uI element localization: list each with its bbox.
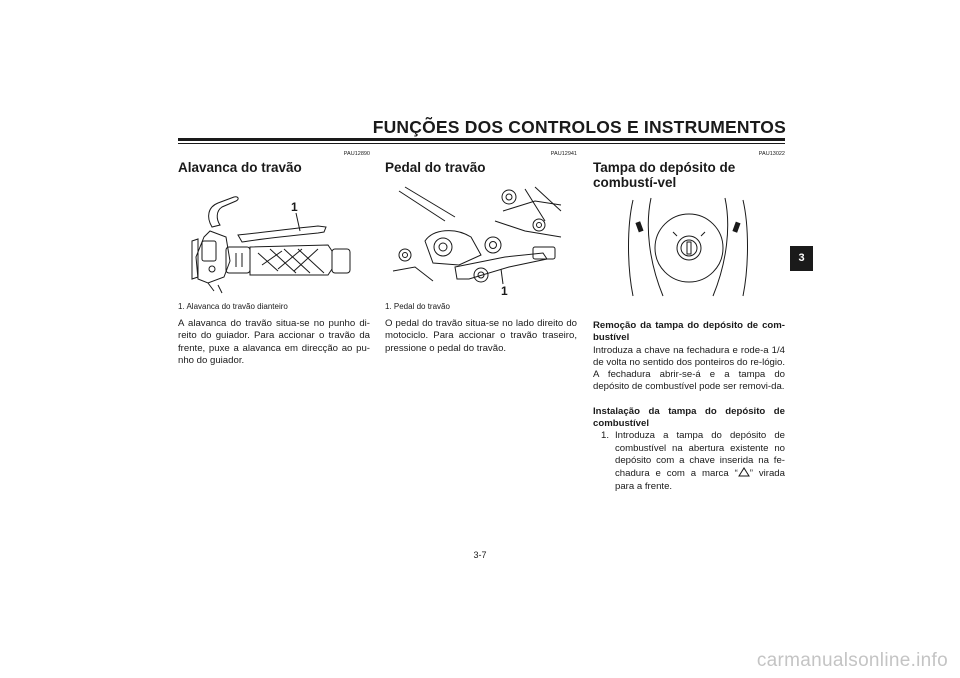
brake-pedal-illustration xyxy=(385,181,577,299)
header-rule-thin xyxy=(178,143,785,144)
section-brake-lever xyxy=(178,150,370,367)
watermark: carmanualsonline.info xyxy=(756,650,948,671)
chapter-tab: 3 xyxy=(790,246,813,271)
step-text-after: ” virada para a frente. xyxy=(615,468,785,492)
page-title: FUNÇÕES DOS CONTROLOS E INSTRUMENTOS xyxy=(372,117,786,137)
section-code: PAU13022 xyxy=(758,151,785,157)
callout-number: 1 xyxy=(501,284,508,298)
header-rule-thick xyxy=(178,138,785,141)
fuel-tank-cap-illustration xyxy=(593,196,785,300)
body-text: O pedal do travão situa-se no lado direito do motociclo. Para accionar o travão traseiro, pressione o pedal do travão. xyxy=(385,318,577,354)
step-number: 1. xyxy=(601,430,610,442)
section-title: Alavanca do travão xyxy=(178,160,302,175)
install-step xyxy=(593,430,785,492)
step-text-before: Introduza a tampa do depósito de combustível na abertura existente no depósito com a chave inserida na fe-chadura e com a marca “ xyxy=(615,430,785,480)
install-heading: Instalação da tampa do depósito de combustível xyxy=(593,405,785,430)
section-code: PAU12890 xyxy=(343,151,370,157)
section-code: PAU12941 xyxy=(550,151,577,157)
figure-caption: 1. Alavanca do travão dianteiro xyxy=(178,302,288,311)
removal-body: Introduza a chave na fechadura e rode-a 1/4 de volta no sentido dos ponteiros do re-lógio. A fechadura abrir-se-á e a tampa do depósito de combustível pode ser removi-da. xyxy=(593,344,785,393)
section-title: Tampa do depósito de combustí-vel xyxy=(593,160,736,190)
section-fuel-tank-cap xyxy=(593,150,785,493)
page-number: 3-7 xyxy=(473,550,487,560)
triangle-mark-icon xyxy=(738,467,750,477)
body-text: A alavanca do travão situa-se no punho di-reito do guiador. Para accionar o travão da frente, puxe a alavanca em direcção ao pu-nho do guiador. xyxy=(178,318,370,366)
section-brake-pedal xyxy=(385,150,577,355)
brake-lever-illustration xyxy=(178,181,370,299)
removal-heading: Remoção da tampa do depósito de com-bustível xyxy=(593,320,785,344)
callout-number: 1 xyxy=(291,200,298,214)
section-title: Pedal do travão xyxy=(385,160,486,175)
figure-caption: 1. Pedal do travão xyxy=(385,302,450,311)
